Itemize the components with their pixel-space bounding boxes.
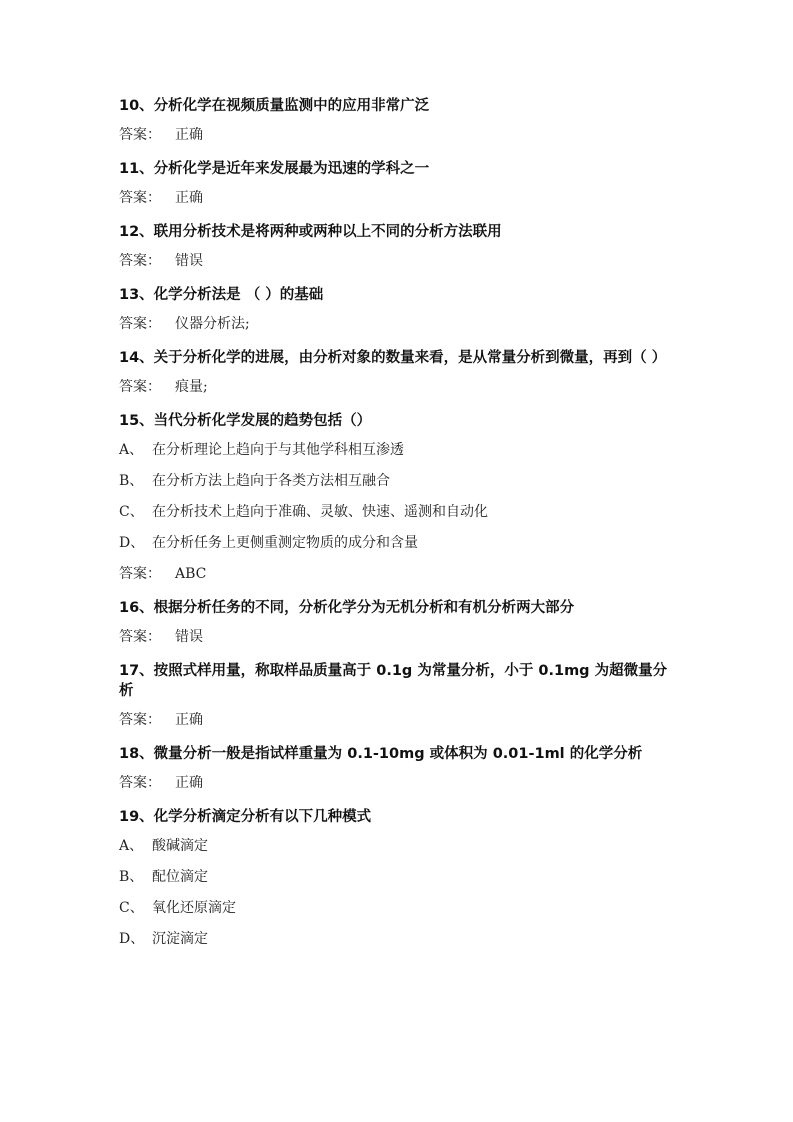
answer-line <box>119 251 679 271</box>
option-text: 酸碱滴定 <box>152 838 208 854</box>
question-title: 11、分析化学是近年来发展最为迅速的学科之一 <box>119 161 430 177</box>
answer-value: 错误 <box>175 253 203 269</box>
option-letter: B、 <box>119 869 144 885</box>
question-list <box>119 96 679 960</box>
option-text: 在分析理论上趋向于与其他学科相互渗透 <box>152 442 404 458</box>
option-a <box>119 440 679 460</box>
question-title: 16、根据分析任务的不同，分析化学分为无机分析和有机分析两大部分 <box>119 600 575 616</box>
question-title: 14、关于分析化学的进展，由分析对象的数量来看，是从常量分析到微量，再到（ ） <box>119 350 667 366</box>
answer-label: 答案： <box>119 379 161 395</box>
option-text: 在分析方法上趋向于各类方法相互融合 <box>152 473 390 489</box>
answer-label: 答案： <box>119 712 161 728</box>
option-d <box>119 929 679 949</box>
answer-line <box>119 710 679 730</box>
option-b <box>119 471 679 491</box>
answer-line <box>119 314 679 334</box>
answer-line <box>119 125 679 145</box>
answer-line <box>119 564 679 584</box>
answer-label: 答案： <box>119 127 161 143</box>
answer-value: ABC <box>175 566 207 582</box>
option-text: 在分析任务上更侧重测定物质的成分和含量 <box>152 535 418 551</box>
option-text: 沉淀滴定 <box>152 931 208 947</box>
answer-value: 错误 <box>175 629 203 645</box>
answer-value: 仪器分析法; <box>175 316 250 332</box>
question-title: 12、联用分析技术是将两种或两种以上不同的分析方法联用 <box>119 224 502 240</box>
option-letter: A、 <box>119 442 144 458</box>
question-title: 17、按照式样用量，称取样品质量高于 0.1g 为常量分析，小于 0.1mg 为超微量分析 <box>119 663 668 699</box>
answer-line <box>119 773 679 793</box>
option-text: 配位滴定 <box>152 869 208 885</box>
answer-value: 正确 <box>175 712 203 728</box>
question-title: 18、微量分析一般是指试样重量为 0.1-10mg 或体积为 0.01-1ml 的化学分析 <box>119 746 643 762</box>
answer-label: 答案： <box>119 775 161 791</box>
answer-label: 答案： <box>119 190 161 206</box>
answer-value: 正确 <box>175 775 203 791</box>
option-a <box>119 836 679 856</box>
answer-line <box>119 377 679 397</box>
answer-label: 答案： <box>119 253 161 269</box>
option-c <box>119 898 679 918</box>
question-title: 13、化学分析法是 （ ）的基础 <box>119 287 324 303</box>
question-title: 19、化学分析滴定分析有以下几种模式 <box>119 809 372 825</box>
option-letter: D、 <box>119 931 145 947</box>
question-title: 10、分析化学在视频质量监测中的应用非常广泛 <box>119 98 430 114</box>
question-title: 15、当代分析化学发展的趋势包括（） <box>119 413 372 429</box>
answer-line <box>119 627 679 647</box>
answer-label: 答案： <box>119 566 161 582</box>
answer-line <box>119 188 679 208</box>
option-letter: C、 <box>119 900 144 916</box>
answer-label: 答案： <box>119 316 161 332</box>
option-letter: A、 <box>119 838 144 854</box>
option-d <box>119 533 679 553</box>
option-text: 氧化还原滴定 <box>152 900 236 916</box>
option-letter: B、 <box>119 473 144 489</box>
answer-value: 正确 <box>175 127 203 143</box>
option-letter: C、 <box>119 504 144 520</box>
answer-value: 正确 <box>175 190 203 206</box>
option-text: 在分析技术上趋向于准确、灵敏、快速、遥测和自动化 <box>152 504 488 520</box>
option-c <box>119 502 679 522</box>
answer-value: 痕量; <box>175 379 208 395</box>
option-b <box>119 867 679 887</box>
option-letter: D、 <box>119 535 145 551</box>
answer-label: 答案： <box>119 629 161 645</box>
